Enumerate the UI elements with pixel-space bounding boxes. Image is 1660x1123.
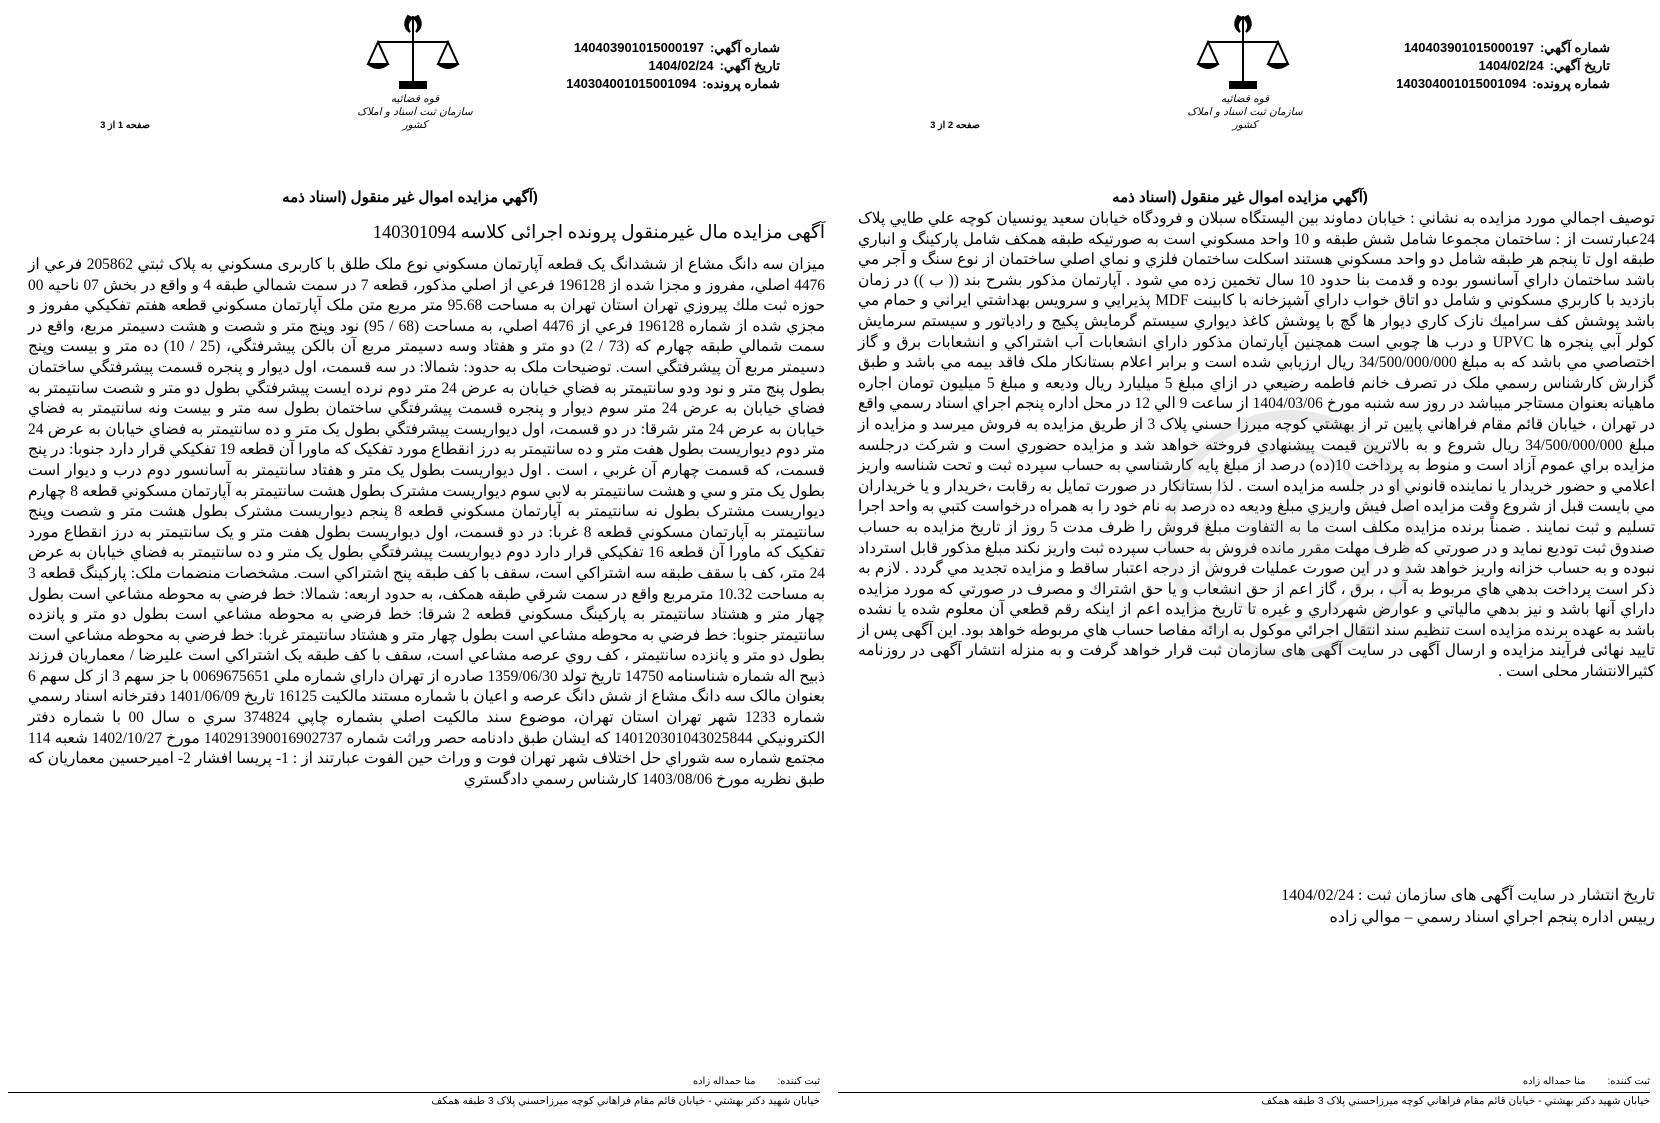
page-heading: (آگهي مزايده اموال غير منقول (اسناد ذمه	[1112, 189, 1368, 206]
footer-divider	[8, 1092, 820, 1093]
page-heading: (آگهي مزايده اموال غير منقول (اسناد ذمه	[282, 189, 538, 206]
file-number: 140304001015001094	[566, 76, 697, 91]
page-2	[830, 0, 1660, 1123]
registrar: ثبت کننده:منا حمداله زاده	[692, 1076, 820, 1087]
page-number: صفحه 2 از 3	[930, 120, 980, 131]
office-address: خيابان شهيد دکتر بهشتي - خيابان قائم مقام فراهاني کوچه ميرزاحسني پلاک 3 طبقه همکف	[431, 1095, 820, 1107]
emblem-caption: قوه قضائیه سازمان ثبت اسناد و املاک کشور	[1187, 93, 1303, 131]
ad-number-row: شماره آگهي:140403901015000197	[1403, 40, 1610, 55]
file-number-row: شماره پرونده:140304001015001094	[566, 76, 780, 91]
registrar: ثبت کننده:منا حمداله زاده	[1522, 1076, 1650, 1087]
auction-subtitle: آگهی مزایده مال غیرمنقول پرونده اجرائی کلاسه 140301094	[372, 223, 825, 243]
file-number-row: شماره پرونده:140304001015001094	[1396, 76, 1610, 91]
office-head-signature: رييس اداره پنجم اجراي اسناد رسمي – موالي زاده	[1329, 909, 1655, 926]
publication-date: تاريخ انتشار در سايت آگهی های سازمان ثبت : 1404/02/24	[1281, 887, 1655, 904]
auction-terms: توصيف اجمالي مورد مزايده به نشاني : خيابان دماوند بين الیستگاه سبلان و فرودگاه خيابان سعيد يونسيان كوچه علي طايي پلاک 24عبارتست از : ساختمان مجموعا شامل شش طبقه و 10 واحد مسكوني است به صورتيكه طبقه همكف شامل پاركينگ و انباري طبقه اول تا پنجم هر طبقه شامل دو واحد مسكوني هستند اسكلت ساختمان فلزي و نماي اصلي ساختمان از نوع سنگ و آجر مي باشد ساختمان داراي آسانسور بوده و قدمت بنا حدود 10 سال تخمين زده مي شود . آپارتمان مذكور بشرح بند (( ب )) در زمان بازديد با كاربري مسكوني و شامل دو اتاق خواب داراي آشپزخانه با كابينت MDF پذيرايي و سرويس بهداشتي ايراني و حمام مي باشد پوشش كف سراميك نازک كاري ديوار ها گچ با پوشش كاغذ ديواري سيستم گرمايش پكيج و رادياتور و سيستم سرمايش كولر آبي پنجره ها UPVC و درب ها چوبي است همچنين آپارتمان مذكور داراي انشعابات آب اشتراكي و انشعابات برق و گاز اختصاصي مي باشد که به مبلغ 34/500/000/000 ريال ارزيابي شده است و برابر اعلام بستانکار ملک فاقد بيمه مي باشد و طبق گزارش كارشناس رسمي ملک در تصرف خانم فاطمه رضيعي در ازاي مبلغ 5 ميليارد ريال وديعه و مبلغ 5 ميليون تومان اجاره ماهيانه بعنوان مستاجر ميباشد در روز سه شنبه مورخ 1404/03/06 از ساعت 9 الي 12 در محل اداره پنجم اجراي اسناد رسمي واقع در تهران ، خيابان قائم مقام فراهاني پايين تر از بهشتي کوچه ميرزا حسني پلاک 3 از طريق مزايده به فروش ميرسد و مزايده از مبلغ 34/500/000/000 ريال شروع و به بالاترين قيمت پيشنهادي فروخته خواهد شد و مزايده حضوري است و شرکت درجلسه مزايده براي عموم آزاد است و منوط به پرداخت 10(ده) درصد از مبلغ پايه کارشناسي به حساب سپرده ثبت و تحت شناسه واريز اعلامي و حضور خريدار يا نماينده قانوني او در جلسه مزايده است . لذا بستانكار در صورت تمايل به رقابت ،خريدار و يا خريداران مي بايست قبل از شروع وقت مزايده اصل فيش واريزي مبلغ وديعه ده درصد به نام خود را به همراه درخواست كتبي به واحد اجرا تسليم و ثبت نمايند . ضمناً برنده مزايده مكلف است ما به التفاوت مبلغ فروش را ظرف مدت 5 روز از تاريخ مزايده به حساب صندوق ثبت توديع نمايد و در صورتي كه ظرف مهلت مقرر مانده فروش به حساب سپرده ثبت واريز نكند مبلغ مذكور قابل استرداد نبوده و به حساب خزانه واريز خواهد شد و در اين صورت عمليات فروش از درجه اعتبار ساقط و مزايده تجديد مي گردد . لازم به ذكر است پرداخت بدهي هاي مربوط به آب ، برق ، گاز اعم از حق انشعاب و يا حق اشتراك و مصرف در صورتي كه مورد مزايده داراي آنها باشد و نيز بدهي مالياتي و عوارض شهرداري و غيره تا تاريخ مزايده اعم از اينكه رقم قطعي آن معلوم شده يا نشده باشد به عهده برنده مزايده است تنظيم سند انتقال اجرائي موكول به ارائه مفاصا حساب هاي مربوطه خواهد بود. اين آگهی پس از تاييد نهائی فرآيند مزايده و ارسال آگهی در سايت آگهی های سازمان ثبت قرار خواهد گرفت و به منزله انتشار آگهی در روزنامه کثيرالانتشار محلی است .	[858, 210, 1656, 681]
ad-date: 1404/02/24	[1478, 58, 1544, 73]
footer-divider	[838, 1092, 1650, 1093]
ad-date-row: تاريخ آگهي:1404/02/24	[1478, 58, 1610, 73]
ad-date-row: تاريخ آگهي:1404/02/24	[648, 58, 780, 73]
ad-number-row: شماره آگهي:140403901015000197	[573, 40, 780, 55]
ad-date: 1404/02/24	[648, 58, 714, 73]
file-number: 140304001015001094	[1396, 76, 1527, 91]
ad-number: 140403901015000197	[573, 40, 704, 55]
office-address: خيابان شهيد دکتر بهشتي - خيابان قائم مقام فراهاني کوچه ميرزاحسني پلاک 3 طبقه همکف	[1261, 1095, 1650, 1107]
property-description: ميزان سه دانگ مشاع از ششدانگ يک قطعه آپارتمان مسکوني نوع ملک طلق با کاربری مسكوني به پلاک ثبتي 205862 فرعي از 4476 اصلي، مفروز و مجزا شده از 196128 فرعي از اصلي مذکور، قطعه 7 در سمت شمالي طبقه 4 و واقع در بخش 07 ناحيه 00 حوزه ثبت ملك پيروزي تهران استان تهران به مساحت 95.68 متر مربع متن ملک آپارتمان مسکوني قطعه هفتم تفکيکي مفروز و مجزي شده از شماره 196128 فرعي از 4476 اصلي، به مساحت (68 / 95) نود وپنج متر و شصت و هشت دسيمتر مربع، واقع در سمت شمالي طبقه چهارم كه (73 / 2) دو متر و هفتاد وسه دسيمتر مربع آن بالكن پيشرفتگي، (25 / 10) ده متر و بيست وپنج دسيمتر مربع آن پيشرفتگي است. توضيحات ملک به حدود: شمالا: در سه قسمت، اول ديوار و پنجره قسمت پيشرفتگي ساختمان بطول پنج متر و نود ودو سانتيمتر به فضاي خيابان به عرض 24 متر دوم نرده ايست پيشرفتگي بطول دو متر و شصت سانتيمتر به فضاي خيابان به عرض 24 متر سوم ديوار و پنجره قسمت پيشرفتگي ساختمان بطول سه متر و بيست ونه سانتيمتر به فضاي خيابان به عرض 24 متر شرقا: در دو قسمت، اول ديواريست پيشرفتگي بطول يک متر و ده سانتيمتر به فضاي خيابان به عرض 24 متر دوم ديواريست بطول هفت متر و ده سانتيمتر به درز انقطاع مورد تفکيک که ماورا آن قطعه 19 تفکيکي قرار دارد جنوبا: در پنج قسمت، که قسمت چهارم آن غربي ، است . اول ديواريست بطول يک متر و هفتاد سانتيمتر به آسانسور دوم درب و ديوار است بطول يک متر و سي و هشت سانتيمتر به لابي سوم ديواريست مشترک بطول هشت سانتيمتر به آپارتمان مسكوني قطعه 8 چهارم ديواريست مشترک بطول نه سانتيمتر به آپارتمان مسكوني قطعه 8 پنجم ديواريست مشترک بطول هشت متر و شصت وپنج سانتيمتر به آپارتمان مسكوني قطعه 8 غربا: در دو قسمت، اول ديواريست بطول هفت متر و يک سانتيمتر به درز انقطاع مورد تفکيک که ماورا آن قطعه 16 تفکيکي قرار دارد دوم ديواريست پيشرفتگي بطول يک متر و ده سانتيمتر به فضاي خيابان به عرض 24 متر، کف با سقف طبقه سه اشتراکي است، سقف با کف طبقه پنج اشتراکي است. مشخصات منضمات ملک: پارکينگ قطعه 3 به مساحت 10.32 مترمربع واقع در سمت شرقي طبقه همكف، به حدود اربعه: شمالا: خط فرضي به محوطه مشاعي است بطول چهار متر و هشتاد سانتيمتر به پارکينگ مسكوني قطعه 2 شرقا: خط فرضي به محوطه مشاعي است بطول دو متر و پانزده سانتيمتر جنوبا: خط فرضي به محوطه مشاعي است بطول چهار متر و هشتاد سانتيمتر غربا: خط فرضي به محوطه مشاعي است بطول دو متر و پانزده سانتيمتر ، کف روي عرصه مشاعي است، سقف با کف طبقه يک اشتراکي است عليرضا / معماريان فرزند ذبيح اله شماره شناسنامه 14750 تاريخ تولد 1359/06/30 صادره از تهران داراي شماره ملي 0069675651 با جز سهم 3 از کل سهم 6 بعنوان مالک سه دانگ مشاع از شش دانگ عرصه و اعيان با شماره مستند مالکيت 16125 تاريخ 1401/06/09 دفترخانه اسناد رسمي شماره 1233 شهر تهران استان تهران، موضوع سند مالکيت اصلي بشماره چاپي 374824 سري ه سال 00 با شماره دفتر الكترونيكي 140120301043025844 كه ايشان طبق دادنامه حصر وراثت شماره 140291390016902737 مورخ 1402/10/27 شعبه 114 مجتمع شماره سه شوراي حل اختلاف شهر تهران فوت و وراث حين الفوت عبارتند از : 1- پريسا افشار 2- اميرحسين معماريان كه طبق نظريه مورخ 1403/08/06 كارشناس رسمي دادگستري	[28, 256, 826, 788]
page-number: صفحه 1 از 3	[100, 120, 150, 131]
ad-meta	[525, 40, 780, 94]
ad-meta	[1355, 40, 1610, 94]
emblem-caption: قوه قضائیه سازمان ثبت اسناد و املاک کشور	[357, 93, 473, 131]
ad-number: 140403901015000197	[1403, 40, 1534, 55]
